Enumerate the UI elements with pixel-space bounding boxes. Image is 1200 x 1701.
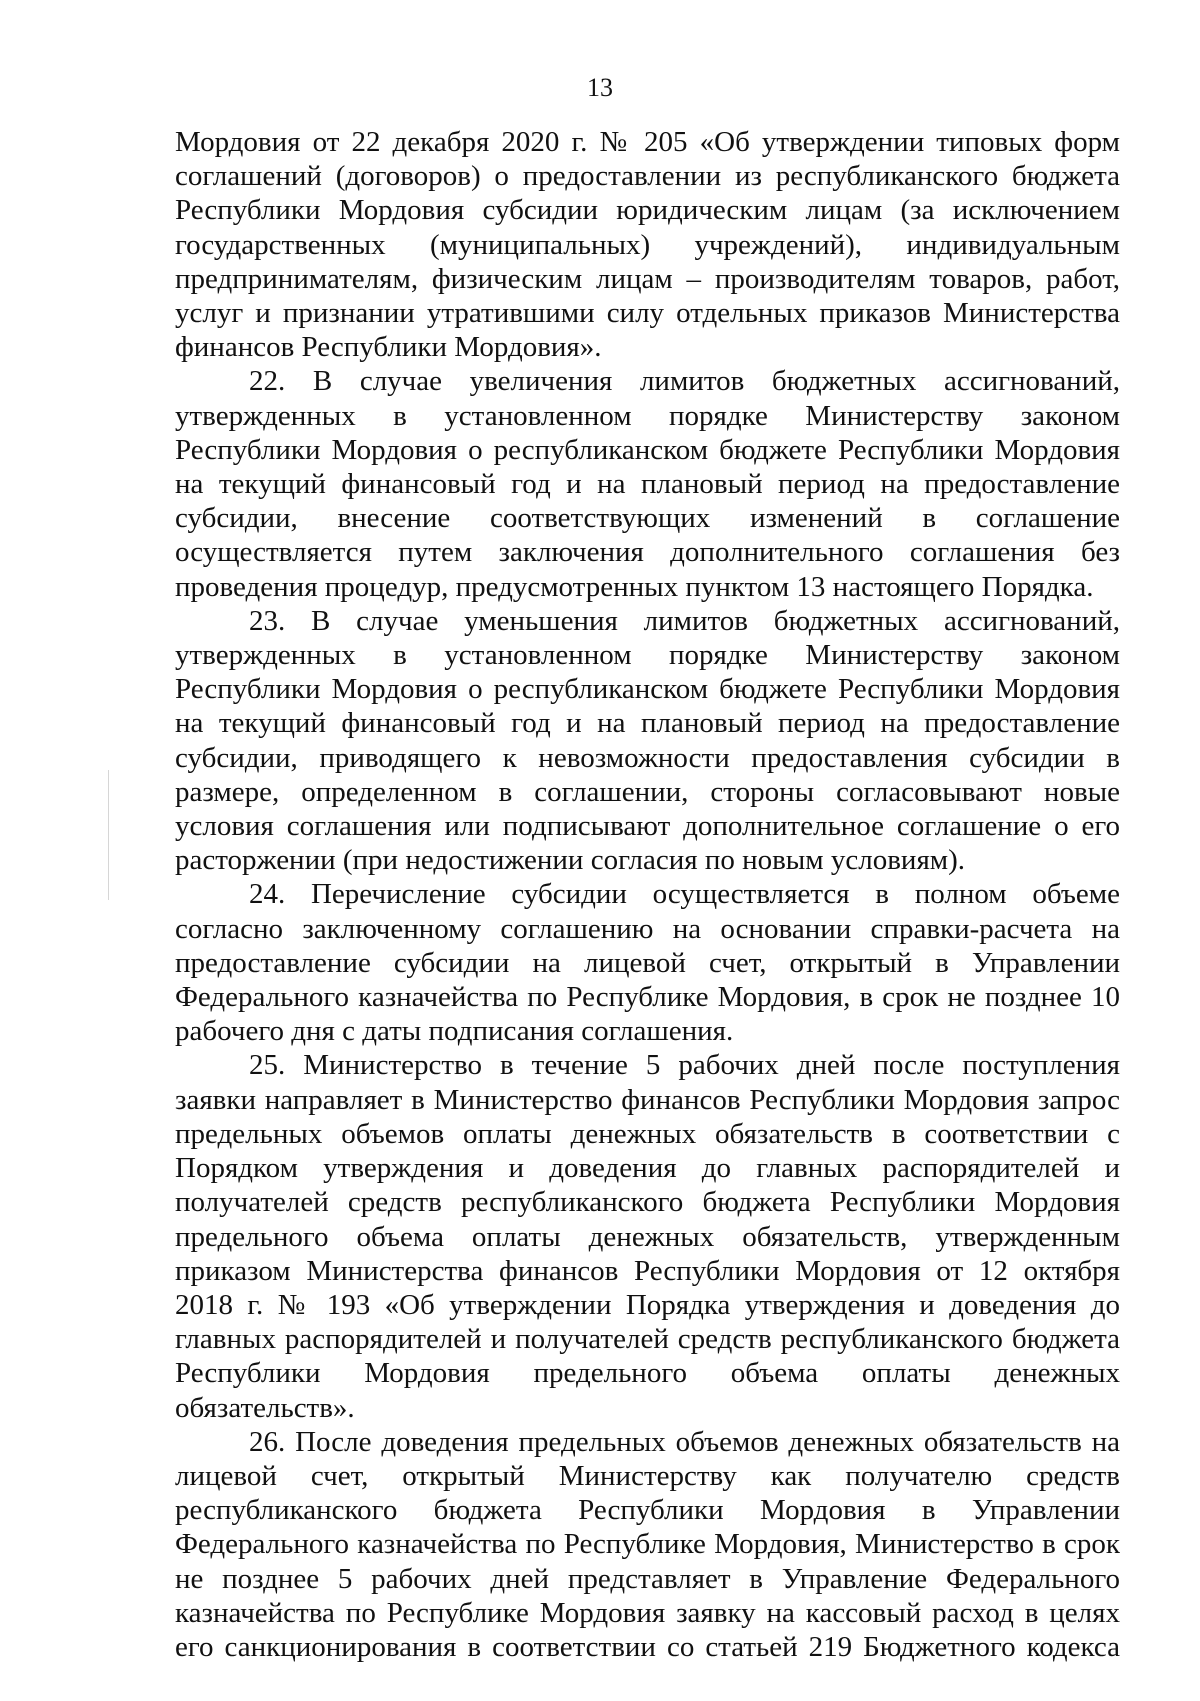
paragraph-26: 26. После доведения предельных объемов денежных обязательств на лицевой счет, открытый Министерству как получателю средств республиканского бюджета Республики Мордовия в Управлении Федерального казначейства по Республике Мордовия, Министерство в срок не позднее 5 рабочих дней представляет в Управление Федерального казначейства по Республике Мордовия заявку на кассовый расход в целях его санкционирования в соответствии со статьей 219 Бюджетного кодекса (175, 1425, 1120, 1663)
paragraph-continuation: Мордовия от 22 декабря 2020 г. № 205 «Об утверждении типовых форм соглашений (договоров) о предоставлении из республиканского бюджета Республики Мордовия субсидии юридическим лицам (за исключением государственных (муниципальных) учреждений), индивидуальным предпринимателям, физическим лицам – производителям товаров, работ, услуг и признании утратившими силу отдельных приказов Министерства финансов Республики Мордовия». (175, 126, 1120, 364)
document-body (175, 125, 1120, 1664)
paragraph-25: 25. Министерство в течение 5 рабочих дней после поступления заявки направляет в Министерство финансов Республики Мордовия запрос предельных объемов оплаты денежных обязательств в соответствии с Порядком утверждения и доведения до главных распорядителей и получателей средств республиканского бюджета Республики Мордовия предельного объема оплаты денежных обязательств, утвержденным приказом Министерства финансов Республики Мордовия от 12 октября 2018 г. № 193 «Об утверждении Порядка утверждения и доведения до главных распорядителей и получателей средств республиканского бюджета Республики Мордовия предельного объема оплаты денежных обязательств». (175, 1049, 1120, 1424)
page-number: 13 (587, 73, 613, 102)
paragraph-22: 22. В случае увеличения лимитов бюджетных ассигнований, утвержденных в установленном порядке Министерству законом Республики Мордовия о республиканском бюджете Республики Мордовия на текущий финансовый год и на плановый период на предоставление субсидии, внесение соответствующих изменений в соглашение осуществляется путем заключения дополнительного соглашения без проведения процедур, предусмотренных пунктом 13 настоящего Порядка. (175, 365, 1120, 603)
scan-margin-mark (108, 770, 109, 900)
paragraph-24: 24. Перечисление субсидии осуществляется в полном объеме согласно заключенному соглашению на основании справки-расчета на предоставление субсидии на лицевой счет, открытый в Управлении Федерального казначейства по Республике Мордовия, в срок не позднее 10 рабочего дня с даты подписания соглашения. (175, 878, 1120, 1048)
paragraph-23: 23. В случае уменьшения лимитов бюджетных ассигнований, утвержденных в установленном порядке Министерству законом Республики Мордовия о республиканском бюджете Республики Мордовия на текущий финансовый год и на плановый период на предоставление субсидии, приводящего к невозможности предоставления субсидии в размере, определенном в соглашении, стороны согласовывают новые условия соглашения или подписывают дополнительное соглашение о его расторжении (при недостижении согласия по новым условиям). (175, 604, 1120, 877)
